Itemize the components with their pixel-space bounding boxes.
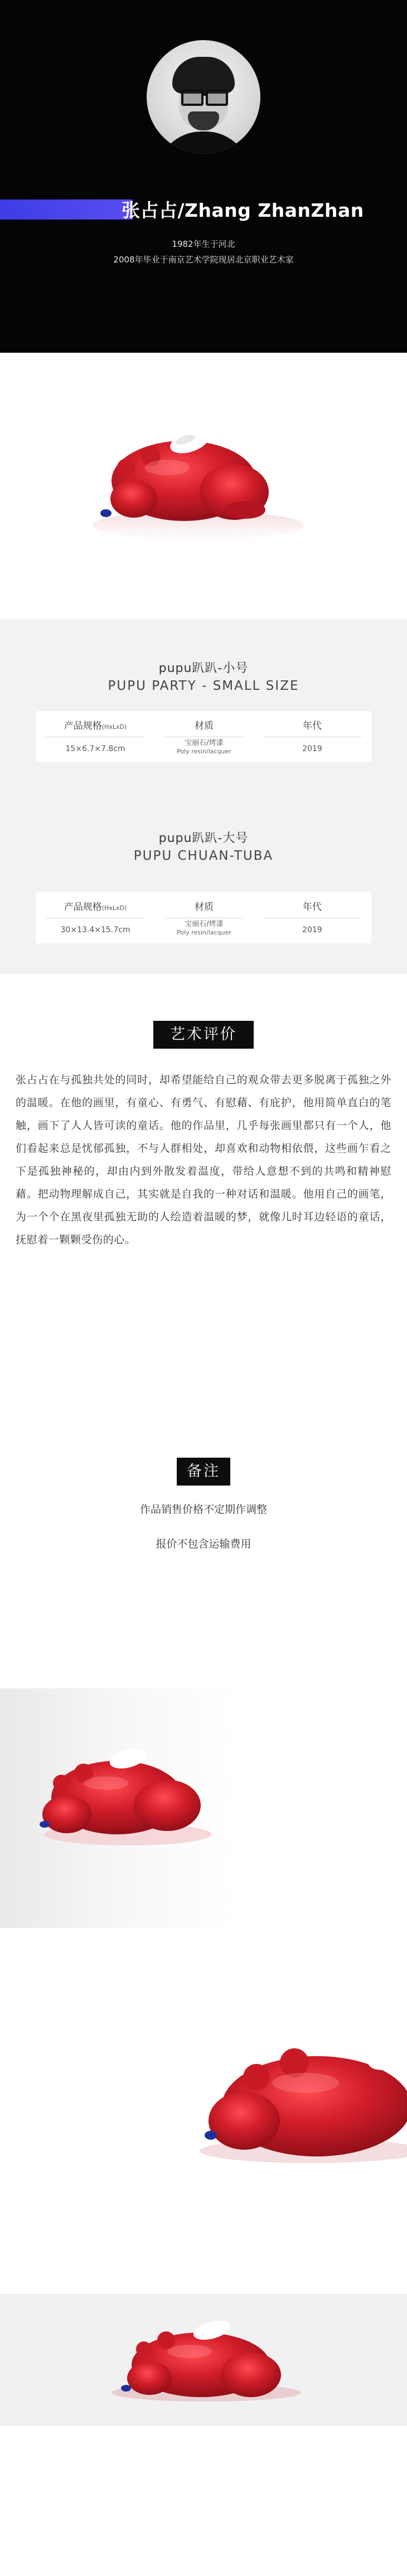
- product-2-size: 30×13.4×15.7cm: [60, 926, 130, 934]
- spec-size-header: 产品规格(HxLxD): [64, 902, 127, 913]
- product-2-title-cn: pupu趴趴-大号: [158, 831, 249, 845]
- notes-heading: 备注: [177, 1458, 230, 1486]
- product-2-year: 2019: [302, 926, 322, 934]
- artist-name: 张占占/Zhang ZhanZhan: [122, 199, 364, 221]
- product-2-spec-table: [36, 892, 371, 943]
- product-photo-4: [0, 2293, 407, 2426]
- product-photo-3: [127, 1989, 407, 2179]
- spec-size-header: 产品规格(HxLxD): [64, 720, 127, 732]
- name-accent-bar: [0, 199, 133, 220]
- artist-bio-line-1: 1982年生于河北: [172, 239, 235, 249]
- artist-avatar: [147, 40, 260, 154]
- spec-year-header: 年代: [303, 720, 322, 732]
- product-1-size: 15×6.7×7.8cm: [65, 744, 125, 753]
- note-line-2: 报价不包含运输费用: [156, 1538, 251, 1550]
- spec-material-header: 材质: [195, 902, 214, 913]
- product-1-spec-table: [36, 711, 371, 762]
- note-line-1: 作品销售价格不定期作调整: [139, 1503, 267, 1516]
- product-1-material: 宝丽石/烤漆 Poly resin/lacquer: [177, 739, 231, 755]
- spec-year-header: 年代: [303, 902, 322, 913]
- product-1-year: 2019: [302, 744, 322, 753]
- artist-bio-line-2: 2008年毕业于南京艺术学院现居北京职业艺术家: [113, 255, 294, 265]
- product-2-title-en: PUPU CHUAN-TUBA: [133, 849, 274, 863]
- artist-header: [0, 0, 407, 353]
- hero-product-image: [0, 353, 407, 619]
- product-photo-2: [0, 1688, 407, 1928]
- product-1-title-en: PUPU PARTY - SMALL SIZE: [108, 679, 299, 693]
- product-2-material: 宝丽石/烤漆 Poly resin/lacquer: [177, 920, 231, 936]
- spec-material-header: 材质: [195, 720, 214, 732]
- review-text: 张占占在与孤独共处的同时，却希望能给自己的观众带去更多脱离于孤独之外的温暖。在他的画里，有童心、有勇气、有慰藉、有庇护，他用简单直白的笔触，画下了人人皆可读的童话。他的作品里，几乎每张画里都只有一个人，他们看起来总是忧郁孤独，不与人群相处，却喜欢和动物相依偎，这些画乍看之下是孤独神秘的，却由内到外散发着温度，带给人意想不到的共鸣和精神慰藉。把动物理解成自己，其实就是自我的一种对话和温暖。他用自己的画笔，为一个个在黑夜里孤独无助的人绘造着温暖的梦，就像儿时耳边轻语的童话，抚慰着一颗颗受伤的心。: [16, 1074, 391, 1246]
- product-1-title-cn: pupu趴趴-小号: [158, 661, 249, 675]
- review-heading: 艺术评价: [153, 1021, 254, 1049]
